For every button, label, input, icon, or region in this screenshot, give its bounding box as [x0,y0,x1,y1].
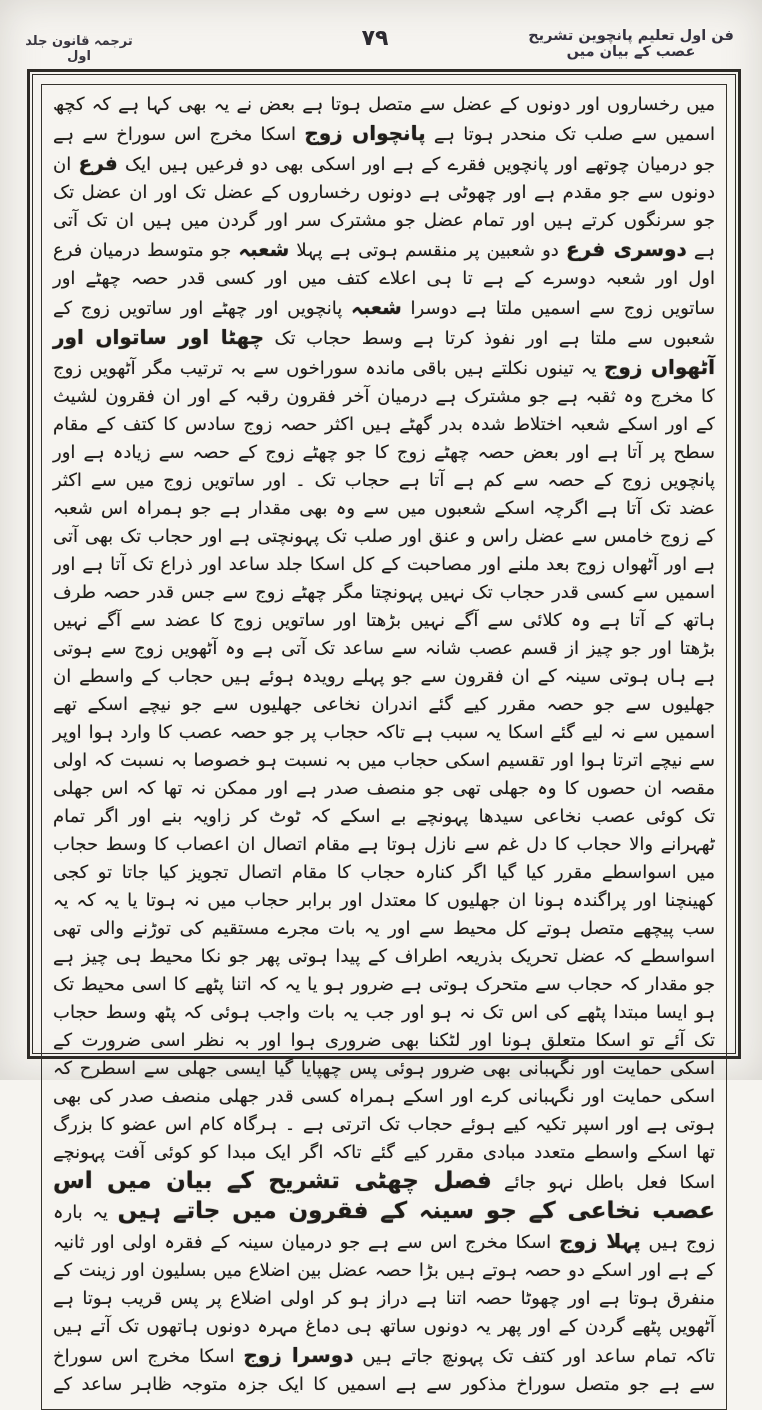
text-run: پانچویں اور چھٹے اور ساتویں زوج کے شعبوں سے ملتا ہے اور نفوذ کرتا ہے وسط حجاب تک [53,298,716,349]
text-run: میں رخساروں اور دونوں کے عضل سے متصل ہوتا ہے بعض نے یہ بھی کہا ہے کہ کچھ اسمیں سے صلب تک منحدر ہوتا ہے [53,94,716,145]
emphasized-phrase: فرع [78,151,118,175]
emphasized-phrase: پانچواں زوج [304,121,426,145]
text-run: اسکا مخرج اس سوراخ سے ہے جو درمیان چوتھے اور پانچویں فقرے کے ہے اور اسکی بھی دو فرعیں ہیں ایک [53,124,715,175]
header-chapter-title: فن اول تعلیم پانچوین تشریح عصب کے بیان میں [528,28,734,60]
emphasized-phrase: چھٹا اور ساتواں اور آٹھواں زوج [53,325,715,379]
text-run: اسکا مخرج اس سوراخ سے ہے جو متصل سوراخ مذکور سے ہے اسمیں کا ایک جزہ متوجہ ظاہر ساعد کے [53,1346,715,1395]
emphasized-phrase: دوسری فرع [566,237,687,261]
outer-rule-frame [27,69,741,1395]
page-number: ۷۹ [361,26,389,51]
text-run: دو شعبین پر منقسم ہوتی ہے پہلا [289,240,566,261]
emphasized-phrase: پہلا زوج [558,1229,641,1253]
emphasized-phrase: فصل چھٹی تشریح کے بیان میں اس عصب نخاعی کے جو سینہ کے فقرون میں جاتے ہیں [53,1168,715,1224]
emphasized-phrase: شعبہ [238,237,290,261]
text-run: یہ تینوں نکلتے ہیں باقی ماندہ سوراخوں سے بہ ترتیب مگر آٹھویں زوج کا مخرج وہ ثقبہ ہے جو مشترک ہے درمیان آخر فقرون رقبہ کے اور ان فقرون لشیث کے اور اسکے شعبہ اختلاط شدہ بدر گھٹے ہیں اکثر حصہ زوج سادس کا کتف کے مقام سطح پر آتا ہے اور بعض حصہ چھٹے زوج کا جو چھٹے زوج کے حصہ سے زیادہ ہے اور پانچویں زوج کے حصہ سے کم ہے آتا ہے حجاب تک ۔ اور ساتویں زوج میں سے اکثر عضد تک آتا ہے اگرچہ اسکے شعبوں میں سے وہ بھی مقدار ہے جو ہمراہ اس شعبہ کے زوج خامس سے عضل راس و عنق اور صلب تک پہونچتی ہے اور حجاب تک بھی آتی ہے اور آٹھواں زوج بعد ملنے اور مصاحبت کے کل اسکا جلد ساعد اور ذراع تک آتا ہے اور اسمیں سے کسی قدر حجاب تک نہیں پہونچتا مگر چھٹے زوج سے جس قدر حصہ طرف ہاتھ کے آتا ہے وہ کلائی سے آگے نہیں بڑھتا اور ساتویں زوج کا عضد سے آگے نہیں بڑھتا اور جو چیز از قسم عصب شانہ سے ساعد تک آتی ہے وہ آٹھویں زوج سے ہوتی ہے [53,358,715,687]
text-run: ہاں ہوتی سینہ کے ان فقرون سے جو پہلے رویدہ ہوئے ہیں حجاب کے واسطے ان جھلیوں سے جو حصہ مقرر کیے گئے اندران نخاعی جھلیوں سے جو نیچے اسکے تھے اسمیں سے نہ لیے گئے اسکا یہ سبب ہے تاکہ حجاب پر جو حصہ عصب کا وارد ہوا اوپر سے نیچے اترتا ہوا اور تقسیم اسکی حجاب میں بہ نسبت ہو خصوصا بہ نسبت کہ اولی مقصہ ان حصوں کا وہ جھلی تھی جو منصف صدر ہے اور ممکن نہ تھا کہ اس جھلی تک کوئی عصب نخاعی سیدھا پہونچے بے اسکے کہ ٹوٹ کر زاویہ بنے اور اگر تمام ٹھہرانے والا حجاب کا دل غم سے نازل ہوتا ہے مقام اتصال ان اعصاب کا وسط حجاب میں اسواسطے مقرر کیا گیا اگر کنارہ حجاب کا مقام اتصال تجویز کیا جاتا تو کجی کھینچنا اور پراگندہ ہونا ان جھلیوں کا معتدل اور برابر حجاب میں نہ ہوتا یا یہ کہ یہ سب پیچھے متصل ہوتے کل محیط سے اور یہ بات مجرے مستقیم کی توڑنے والی تھی اسواسطے کہ عضل تحریک بذریعہ اطراف کے پیدا ہوتی پھر جو نکا محیط ہی چیز ہے جو مقدار کہ حجاب سے متحرک ہوتی ہے ضرور ہو یا یہ کہ اتنا پٹھے کا اسی محیط تک ہو ایسا مبتدا پٹھے کی اس تک نہ ہو اور جب یہ بات واجب ہوئی کہ پٹھ وسط حجاب تک آئے تو اسکا متعلق ہونا اور لٹکنا بھی ضروری ہوا اور بہ نظر اسی ضرورت کے اسکی حمایت اور نگہبانی بھی ضرور ہوئی پس چھپایا گیا ایسی جھلی سے اسطرح کہ اسکی حمایت اور نگہبانی کرے اور اسکے ہمراہ کسی قدر جھلی منصف صدر کی بھی ہوتی ہے اور اسپر تکیہ کیے ہوئے حجاب تک اترتی ہے ۔ ہرگاہ کام اس عضو کا بزرگ تھا اسکے واسطے متعدد مبادی مقرر کیے گئے تاکہ اگر ایک مبدا کو کوئی آفت پہونچے اسکا فعل باطل نہو جائے [53,666,715,1193]
text-run: ان دونوں سے جو مقدم ہے اور چھوٹی ہے دونوں رخساروں کے عضل تک اور ان عضل تک جو سرنگوں کرتے ہیں اور تمام عضل جو مشترک سر اور گردن میں ہیں ان تک آتی ہے [53,154,716,261]
body-text [53,91,715,1399]
emphasized-phrase: دوسرا زوج [243,1343,354,1367]
outer-rule-frame-inner-line [32,74,736,1395]
emphasized-phrase: شعبہ [351,295,402,319]
text-run: جو متوسط درمیان فرع اول اور شعبہ دوسرے کے ہے تا ہی اعلاے کتف میں اور کسی قدر حصہ چھٹے اور ساتویں زوج سے اسمیں ملتا ہے دوسرا [53,240,715,319]
header-volume-title: ترجمہ قانون جلد اول [25,34,133,64]
text-rule-box [41,84,727,1410]
text-run: اسکا مخرج اس سے ہے جو درمیان سینہ کے فقرہ اولی اور ثانیہ کے ہے اور اسکے دو حصہ ہوتے ہیں بڑا حصہ عضل بین اضلاع میں بسلیون اور زینت کے منفرق ہوتا ہے اور چھوٹا حصہ اتنا ہے دراز ہو کر اولی اضلاع پر پس قریب ہوتا ہے آٹھویں پٹھے گردن کے اور پھر یہ دونوں ساتھ ہی دماغ مہرہ دونوں ہاتھوں تک آتے ہیں تاکہ تمام ساعد اور کتف تک پہونچ جاتے ہیں [53,1232,715,1367]
text-run: یہ بارہ زوج ہیں [53,1202,715,1253]
